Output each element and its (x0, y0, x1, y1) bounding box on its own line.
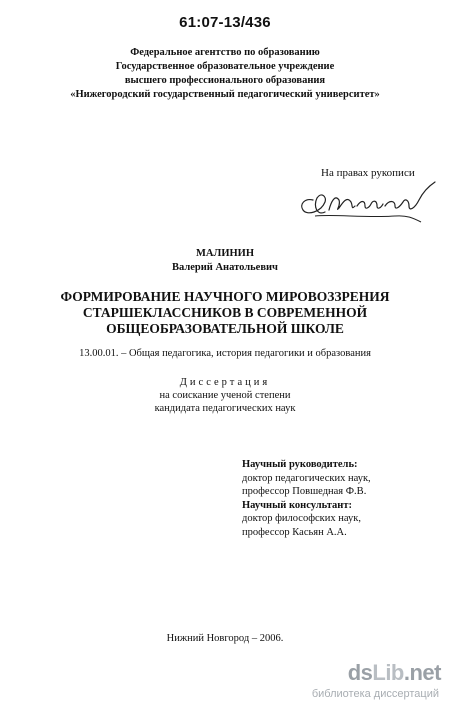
catalog-code: 61:07-13/436 (179, 14, 271, 31)
degree-line: на соискание ученой степени (159, 390, 291, 401)
agency-line: «Нижегородский государственный педагогический университет» (70, 89, 380, 100)
dissertation-title (0, 289, 450, 337)
dissertation-block (0, 376, 450, 415)
author-surname: МАЛИНИН (196, 248, 254, 259)
supervisor-heading: Научный руководитель: (242, 459, 358, 470)
handwritten-signature (295, 172, 445, 224)
watermark-logo-lib: Lib (372, 660, 404, 685)
city-year: Нижний Новгород – 2006. (166, 633, 284, 644)
supervisor-line: профессор Повшедная Ф.В. (242, 486, 367, 497)
dissertation-word: Диссертация (179, 377, 271, 388)
dslib-watermark (260, 660, 445, 705)
title-line: СТАРШЕКЛАССНИКОВ В СОВРЕМЕННОЙ (82, 305, 368, 320)
manuscript-rights-label: На правах рукописи (321, 167, 415, 179)
agency-line: Государственное образовательное учреждение (115, 61, 335, 72)
title-line: ФОРМИРОВАНИЕ НАУЧНОГО МИРОВОЗЗРЕНИЯ (60, 289, 390, 304)
title-line: ОБЩЕОБРАЗОВАТЕЛЬНОЙ ШКОЛЕ (106, 321, 344, 336)
advisors-block (242, 458, 371, 539)
specialty-code: 13.00.01. – Общая педагогика, история педагогики и образования (79, 348, 371, 359)
watermark-logo (348, 660, 441, 686)
author-block (0, 247, 450, 275)
consultant-line: профессор Касьян А.А. (242, 526, 347, 538)
supervisor-line: доктор педагогических наук, (242, 472, 371, 484)
consultant-line: доктор философских наук, (242, 513, 361, 524)
agency-line: высшего профессионального образования (124, 75, 326, 86)
agency-block (0, 46, 450, 102)
watermark-logo-net: .net (403, 660, 441, 685)
agency-line: Федеральное агентство по образованию (130, 47, 320, 58)
watermark-subtitle: библиотека диссертаций (311, 688, 439, 700)
author-name: Валерий Анатольевич (172, 262, 278, 273)
consultant-heading: Научный консультант: (242, 499, 352, 511)
watermark-logo-ds: ds (347, 660, 373, 685)
degree-line: кандидата педагогических наук (154, 403, 296, 414)
